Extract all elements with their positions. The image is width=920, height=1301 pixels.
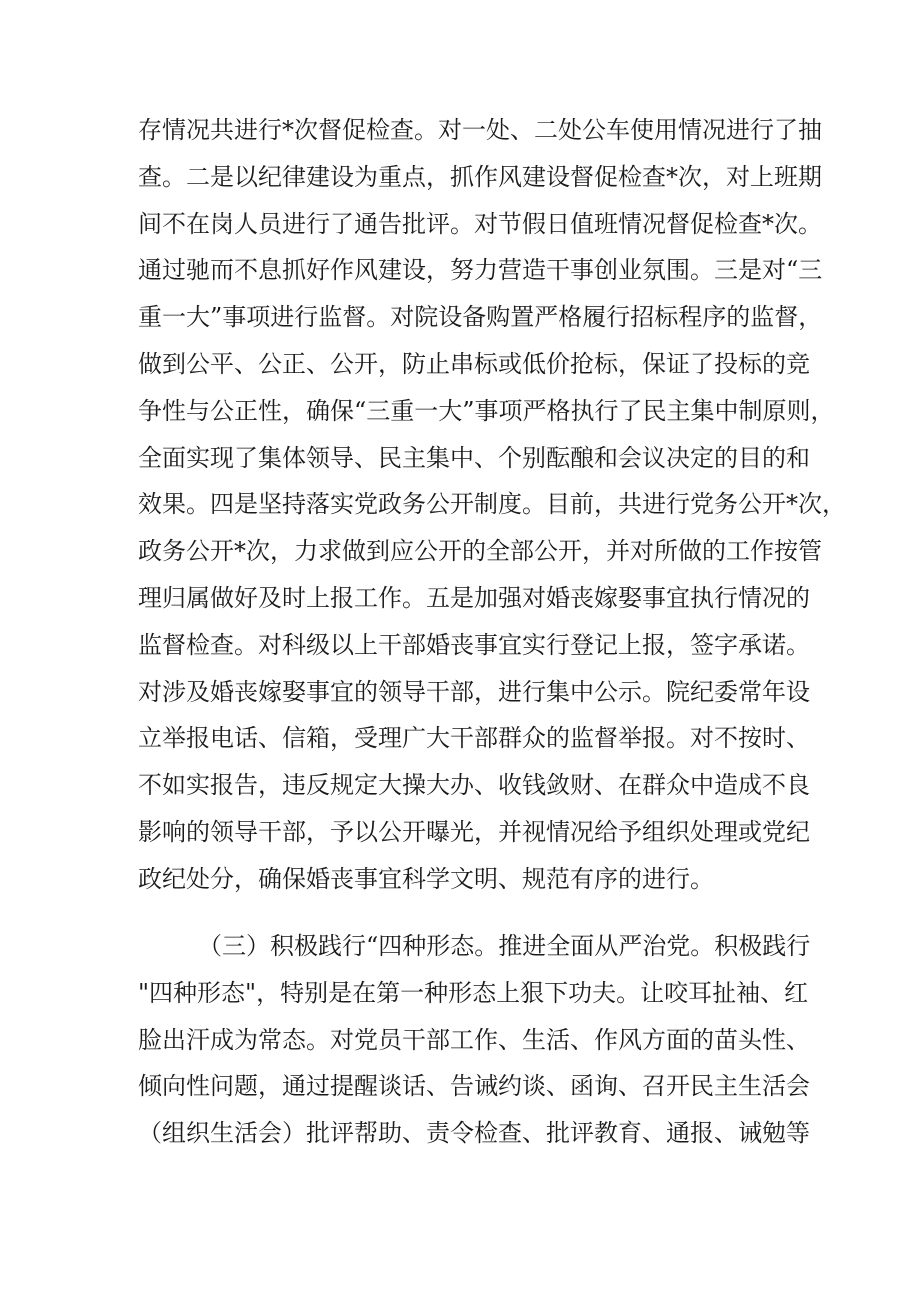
text-line: 存情况共进行*次督促检查。对一处、二处公车使用情况进行了抽 xyxy=(138,116,822,144)
text-line: 倾向性问题，通过提醒谈话、告诫约谈、函询、召开民主生活会 xyxy=(138,1072,810,1101)
text-line: （组织生活会）批评帮助、责令检查、批评教育、通报、诫勉等 xyxy=(138,1119,810,1148)
text-line: 监督检查。对科级以上干部婚丧事宜实行登记上报，签字承诺。 xyxy=(138,630,810,659)
text-line: "四种形态"，特别是在第一种形态上狠下功夫。让咬耳扯袖、红 xyxy=(138,978,809,1007)
text-line: 政务公开*次，力求做到应公开的全部公开，并对所做的工作按管 xyxy=(138,537,822,566)
text-line: 不如实报告，违反规定大操大办、收钱敛财、在群众中造成不良 xyxy=(138,771,810,800)
text-line: 效果。四是坚持落实党政务公开制度。目前，共进行党务公开*次， xyxy=(138,490,846,519)
paragraph-1 xyxy=(138,107,846,903)
text-line: 脸出汗成为常态。对党员干部工作、生活、作风方面的苗头性、 xyxy=(138,1025,810,1054)
text-line: 间不在岗人员进行了通告批评。对节假日值班情况督促检查*次。 xyxy=(138,209,822,238)
text-line: 全面实现了集体领导、民主集中、个别酝酿和会议决定的目的和 xyxy=(138,443,810,472)
text-line: 政纪处分，确保婚丧事宜科学文明、规范有序的进行。 xyxy=(138,864,714,893)
text-line: 影响的领导干部，予以公开曝光，并视情况给予组织处理或党纪 xyxy=(138,817,810,846)
text-line: 做到公平、公正、公开，防止串标或低价抢标，保证了投标的竞 xyxy=(138,349,810,378)
text-line: 对涉及婚丧嫁娶事宜的领导干部，进行集中公示。院纪委常年设 xyxy=(138,677,810,706)
section-heading-line: （三）积极践行“四种形态。推进全面从严治党。积极践行 xyxy=(198,932,811,960)
text-line: 理归属做好及时上报工作。五是加强对婚丧嫁娶事宜执行情况的 xyxy=(138,583,810,612)
text-line: 通过驰而不息抓好作风建设，努力营造干事创业氛围。三是对“三 xyxy=(138,256,823,285)
text-line: 立举报电话、信箱，受理广大干部群众的监督举报。对不按时、 xyxy=(138,724,810,753)
text-line: 重一大”事项进行监督。对院设备购置严格履行招标程序的监督， xyxy=(138,303,823,332)
paragraph-2 xyxy=(138,923,811,1157)
text-line: 争性与公正性，确保“三重一大”事项严格执行了民主集中制原则， xyxy=(138,396,835,425)
text-line: 查。二是以纪律建设为重点，抓作风建设督促检查*次，对上班期 xyxy=(138,162,822,191)
